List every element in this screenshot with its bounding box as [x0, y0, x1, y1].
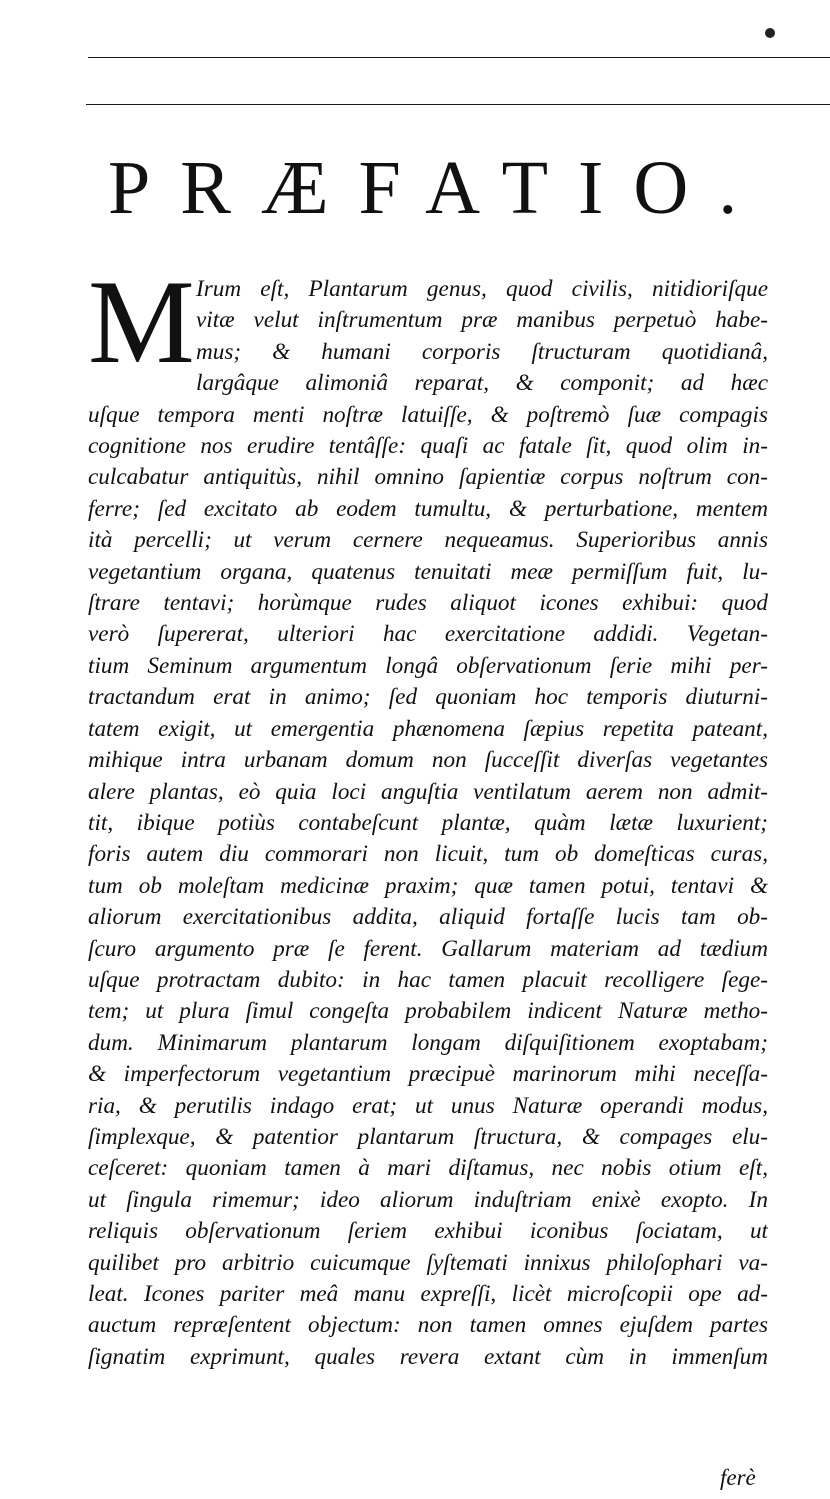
text-line: ità percelli; ut verum cernere nequeamus. Superioribus annis [88, 527, 768, 554]
text-line: tium Seminum argumentum longâ obſervationum ſerie mihi per- [88, 652, 768, 679]
text-line: reliquis obſervationum ſeriem exhibui iconibus ſociatam, ut [88, 1218, 768, 1245]
text-line: ferre; ſed excitato ab eodem tumultu, & perturbatione, mentem [88, 495, 768, 522]
text-line: ſcuro argumento præ ſe ferent. Gallarum materiam ad tædium [88, 935, 768, 962]
text-line: foris autem diu commorari non licuit, tum ob domeſticas curas, [88, 841, 768, 868]
text-line: uſque protractam dubito: in hac tamen placuit recolligere ſege- [88, 966, 768, 993]
text-line: ſignatim exprimunt, quales revera extant cùm in immenſum [88, 1343, 768, 1370]
text-line: leat. Icones pariter meâ manu expreſſi, licèt microſcopii ope ad- [88, 1281, 768, 1307]
text-line: tem; ut plura ſimul congeſta probabilem indicent Naturæ metho- [88, 998, 768, 1025]
text-line: aliorum exercitationibus addita, aliquid fortaſſe lucis tam ob- [88, 904, 768, 931]
text-line: mihique intra urbanam domum non ſucceſſit diverſas vegetantes [88, 747, 768, 774]
text-line: ut ſingula rimemur; ideo aliorum induſtriam enixè exopto. In [88, 1186, 768, 1213]
text-line: ceſceret: quoniam tamen à mari diſtamus, nec nobis otium eſt, [88, 1155, 768, 1182]
text-line: quilibet pro arbitrio cuicumque ſyſtemati innixus philoſophari va- [88, 1249, 768, 1276]
text-line: & imperfectorum vegetantium præcipuè marinorum mihi neceſſa- [88, 1061, 768, 1088]
text-line: ſtrare tentavi; horùmque rudes aliquot icones exhibui: quod [88, 590, 768, 617]
preface-text [88, 274, 768, 1373]
text-line: alere plantas, eò quia loci anguſtia ventilatum aerem non admit- [88, 778, 768, 805]
ink-spot [765, 28, 775, 38]
catchword: ferè [720, 1465, 756, 1490]
text-line: largâque alimoniâ reparat, & componit; ad hæc [196, 370, 768, 397]
text-line: auctum repræſentent objectum: non tamen omnes ejuſdem partes [88, 1312, 768, 1339]
drop-cap-initial: M [88, 255, 195, 388]
header-rule-second [86, 104, 830, 105]
text-line: tum ob moleſtam medicinæ praxim; quæ tamen potui, tentavi & [88, 872, 768, 899]
text-line: tractandum erat in animo; ſed quoniam hoc temporis diuturni- [88, 684, 768, 711]
text-line: verò ſupererat, ulteriori hac exercitatione addidi. Vegetan- [88, 621, 768, 648]
text-line: tatem exigit, ut emergentia phænomena ſæpius repetita pateant, [88, 715, 768, 742]
text-line: cognitione nos erudire tentâſſe: quaſi ac fatale ſit, quod olim in- [88, 433, 768, 460]
text-line: uſque tempora menti noſtræ latuiſſe, & poſtremò ſuæ compagis [88, 401, 768, 428]
text-line: vitæ velut inſtrumentum præ manibus perpetuò habe- [196, 307, 768, 334]
header-rule-top [88, 57, 830, 58]
text-line: tit, ibique potiùs contabeſcunt plantæ, quàm lætæ luxurient; [88, 809, 768, 836]
page-title: PRÆFATIO. [108, 146, 768, 230]
text-line: ſimplexque, & patentior plantarum ſtructura, & compages elu- [88, 1123, 768, 1150]
text-line: culcabatur antiquitùs, nihil omnino ſapientiæ corpus noſtrum con- [88, 464, 768, 491]
text-line: vegetantium organa, quatenus tenuitati meæ permiſſum fuit, lu- [88, 558, 768, 585]
text-line: mus; & humani corporis ſtructuram quotidianâ, [196, 338, 768, 365]
text-line: ria, & perutilis indago erat; ut unus Naturæ operandi modus, [88, 1092, 768, 1119]
text-line: Irum eſt, Plantarum genus, quod civilis, nitidioriſque [196, 276, 768, 302]
text-line: dum. Minimarum plantarum longam diſquiſitionem exoptabam; [88, 1029, 768, 1056]
